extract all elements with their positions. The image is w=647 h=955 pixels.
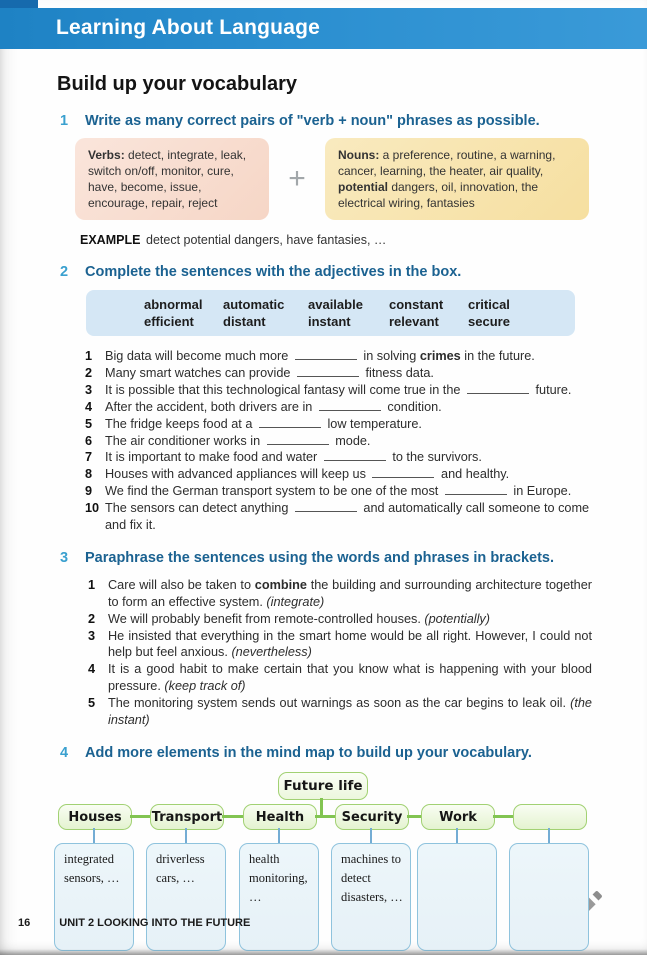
exercise-2-heading: Complete the sentences with the adjectives in the box. xyxy=(85,264,462,280)
page-content xyxy=(0,49,647,955)
note-connector-line xyxy=(370,828,372,843)
list-item xyxy=(60,611,592,628)
footer-unit-title: UNIT 2 LOOKING INTO THE FUTURE xyxy=(59,917,251,929)
list-item xyxy=(60,399,592,415)
exercise-4-heading: Add more elements in the mind map to build up your vocabulary. xyxy=(85,745,532,762)
list-item xyxy=(60,661,592,694)
item-text: We find the German transport system to be one of the most in Europe. xyxy=(105,484,572,499)
list-item xyxy=(60,416,592,432)
adjective-word: critical xyxy=(468,297,510,312)
answer-blank xyxy=(297,365,359,377)
adjective-word: secure xyxy=(468,314,510,329)
item-number: 7 xyxy=(85,450,93,465)
list-item xyxy=(60,449,592,465)
item-number: 1 xyxy=(88,577,96,592)
adjective-word: constant xyxy=(389,297,444,312)
exercise-4-number: 4 xyxy=(60,745,69,762)
exercise-2-number: 2 xyxy=(60,264,69,280)
mindmap-branch-node: Health xyxy=(243,804,317,830)
banner-title: Learning About Language xyxy=(56,16,320,39)
answer-blank xyxy=(267,433,329,445)
item-text: Many smart watches can provide fitness data. xyxy=(105,365,434,380)
list-item xyxy=(60,577,592,610)
item-number: 4 xyxy=(85,399,93,414)
exercise-3-section xyxy=(60,550,592,728)
item-number: 6 xyxy=(85,433,93,448)
answer-blank xyxy=(259,416,321,428)
item-number: 3 xyxy=(85,382,93,397)
list-item xyxy=(60,348,592,364)
list-item xyxy=(60,365,592,381)
plus-wrap xyxy=(269,138,325,220)
answer-blank xyxy=(319,399,381,411)
answer-blank xyxy=(467,382,529,394)
list-item xyxy=(60,433,592,449)
list-item xyxy=(60,695,592,728)
verbs-box xyxy=(75,138,269,220)
branch-connector-line xyxy=(130,815,150,818)
item-text: It is important to make food and water to the survivors. xyxy=(105,450,482,465)
exercise-4-section xyxy=(60,745,647,761)
adjective-word: efficient xyxy=(144,314,194,329)
list-item xyxy=(60,382,592,398)
answer-blank xyxy=(295,500,357,512)
mindmap-note-box xyxy=(417,843,497,951)
adjective-word: relevant xyxy=(389,314,439,329)
exercise-2-heading-row xyxy=(60,264,592,280)
mindmap-note-box: health monitoring, … xyxy=(239,843,319,951)
item-number: 9 xyxy=(85,484,93,499)
item-number: 4 xyxy=(88,662,96,677)
item-number: 8 xyxy=(85,467,93,482)
adjective-word: instant xyxy=(308,314,351,329)
exercise-3-heading-row xyxy=(60,550,592,566)
list-item xyxy=(60,628,592,661)
exercise-3-item-list xyxy=(60,577,592,728)
item-text: The sensors can detect anything and automatically call someone to come and fix it. xyxy=(105,501,590,532)
item-text: It is a good habit to make certain that you know what is happening with your blood pressure. (keep track of) xyxy=(108,662,592,694)
item-number: 5 xyxy=(88,696,96,711)
item-number: 2 xyxy=(88,611,96,626)
section-banner xyxy=(0,8,647,49)
item-text: The monitoring system sends out warnings as soon as the car begins to leak oil. (the instant) xyxy=(108,696,592,727)
exercise-4-heading-row xyxy=(60,745,647,761)
mindmap-branch-node: Houses xyxy=(58,804,132,830)
item-text: We will probably benefit from remote-controlled houses. (potentially) xyxy=(108,611,490,626)
note-connector-line xyxy=(93,828,95,843)
mindmap-note-box: driverless cars, … xyxy=(146,843,226,951)
mindmap-note-box xyxy=(509,843,589,951)
mindmap-branch-node xyxy=(513,804,587,830)
example-label: EXAMPLE xyxy=(80,233,141,247)
nouns-box xyxy=(325,138,589,220)
mindmap-branch-node: Work xyxy=(421,804,495,830)
verbs-label: Verbs: xyxy=(88,148,125,162)
item-number: 10 xyxy=(85,501,100,516)
mindmap-branch-node: Security xyxy=(335,804,409,830)
adjective-word: automatic xyxy=(223,297,285,312)
adjective-word: distant xyxy=(223,314,266,329)
note-connector-line xyxy=(185,828,187,843)
adjective-word: available xyxy=(308,297,363,312)
exercise-2-section xyxy=(60,264,592,533)
branch-connector-line xyxy=(493,815,513,818)
exercise-1-number: 1 xyxy=(60,113,69,129)
mindmap-root-node: Future life xyxy=(278,772,368,800)
exercise-3-number: 3 xyxy=(60,549,69,566)
adjective-word: abnormal xyxy=(144,297,203,312)
item-text: It is possible that this technological fantasy will come true in the future. xyxy=(105,382,572,397)
note-connector-line xyxy=(278,828,280,843)
exercise-3-heading: Paraphrase the sentences using the words and phrases in brackets. xyxy=(85,549,554,566)
item-number: 1 xyxy=(85,349,93,363)
adjectives-box xyxy=(86,290,575,336)
mindmap-note-box: integrated sensors, … xyxy=(54,843,134,951)
exercise-1-section xyxy=(60,113,592,247)
item-text: After the accident, both drivers are in condition. xyxy=(105,399,442,414)
item-text: The air conditioner works in mode. xyxy=(105,433,371,448)
list-item xyxy=(60,466,592,482)
item-number: 5 xyxy=(85,416,93,431)
item-number: 2 xyxy=(85,365,93,380)
list-item xyxy=(60,500,592,533)
branch-connector-line xyxy=(315,815,335,818)
mindmap-branch-node: Transport xyxy=(150,804,224,830)
list-item xyxy=(60,483,592,499)
answer-blank xyxy=(372,466,434,478)
exercise-2-sentence-list xyxy=(60,348,592,533)
item-text: The fridge keeps food at a low temperature. xyxy=(105,416,422,431)
plus-icon: + xyxy=(288,162,306,195)
example-text: detect potential dangers, have fantasies, … xyxy=(146,233,387,247)
item-number: 3 xyxy=(88,628,96,643)
scan-bottom-shade xyxy=(0,949,647,955)
example-row xyxy=(80,233,592,247)
answer-blank xyxy=(324,449,386,461)
item-text: He insisted that everything in the smart home would be all right. However, I could not help but feel anxious. (nevertheless) xyxy=(108,628,592,660)
verbs-list: detect, integrate, leak, switch on/off, monitor, cure, have, become, issue, encourage, repair, reject xyxy=(88,148,247,210)
exercise-1-heading: Write as many correct pairs of "verb + noun" phrases as possible. xyxy=(85,113,540,129)
verb-noun-boxes xyxy=(75,138,592,220)
item-text: Houses with advanced appliances will keep us and healthy. xyxy=(105,467,510,482)
note-connector-line xyxy=(456,828,458,843)
note-connector-line xyxy=(548,828,550,843)
exercise-1-heading-row xyxy=(60,113,592,129)
item-text: Care will also be taken to combine the building and surrounding architecture together to form an effective system. (integrate) xyxy=(108,577,592,609)
answer-blank xyxy=(295,348,357,360)
nouns-label: Nouns: xyxy=(338,148,380,162)
branch-connector-line xyxy=(222,815,243,818)
page-title: Build up your vocabulary xyxy=(57,73,298,95)
answer-blank xyxy=(445,483,507,495)
branch-connector-line xyxy=(407,815,421,818)
page-footer xyxy=(18,917,250,929)
item-text: Big data will become much more in solving crimes in the future. xyxy=(105,349,535,363)
mindmap-note-box: machines to detect disasters, … xyxy=(331,843,411,951)
footer-page-number: 16 xyxy=(18,917,31,929)
nouns-list: a preference, routine, a warning, cancer, learning, the heater, air quality, potential dangers, oil, innovation, the electrical wiring, fantasies xyxy=(338,148,556,210)
